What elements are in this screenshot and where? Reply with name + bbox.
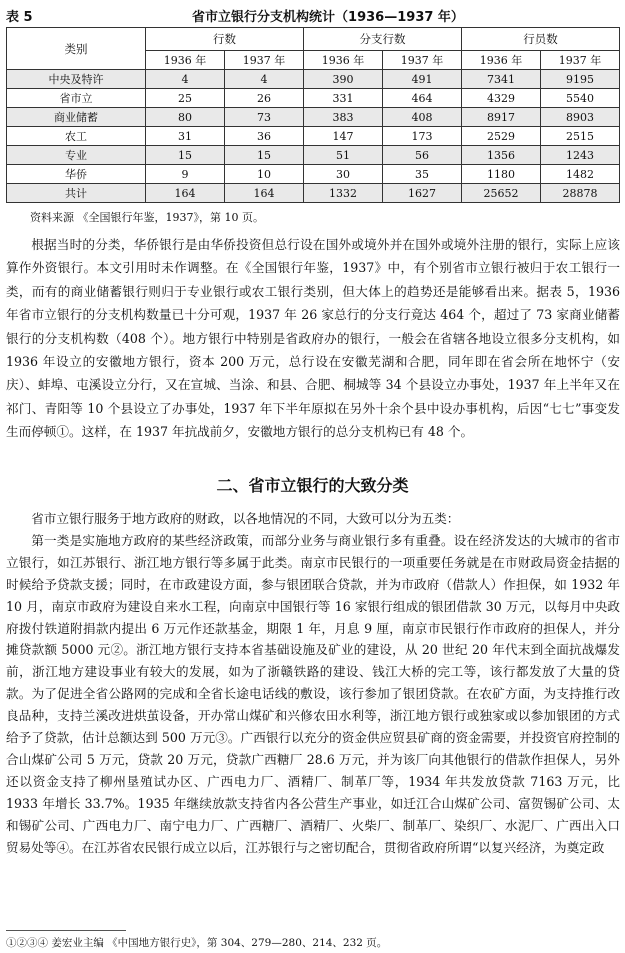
table-cell: 30 xyxy=(304,165,383,184)
table-cell: 15 xyxy=(146,146,225,165)
table-cell: 56 xyxy=(383,146,462,165)
table-cell: 491 xyxy=(383,70,462,89)
table-cell: 464 xyxy=(383,89,462,108)
footnote-divider xyxy=(6,930,126,931)
year-header: 1937 年 xyxy=(383,51,462,70)
table-cell: 31 xyxy=(146,127,225,146)
table-source-note: 资料来源 《全国银行年鉴，1937》，第 10 页。 xyxy=(30,211,264,224)
branch-stats-table xyxy=(6,27,620,203)
table-cell: 25 xyxy=(146,89,225,108)
table-cell: 26 xyxy=(225,89,304,108)
section-heading: 二、省市立银行的大致分类 xyxy=(216,476,409,495)
table-cell: 36 xyxy=(225,127,304,146)
table-cell: 2515 xyxy=(541,127,620,146)
table-cell: 147 xyxy=(304,127,383,146)
table-cell: 408 xyxy=(383,108,462,127)
table-cell: 390 xyxy=(304,70,383,89)
table-cell: 10 xyxy=(225,165,304,184)
group-header: 分支行数 xyxy=(304,28,462,51)
table-cell: 1180 xyxy=(462,165,541,184)
row-category: 专业 xyxy=(7,146,146,165)
table-cell: 331 xyxy=(304,89,383,108)
table-cell: 1482 xyxy=(541,165,620,184)
year-header: 1937 年 xyxy=(225,51,304,70)
table-cell: 51 xyxy=(304,146,383,165)
table-cell: 1332 xyxy=(304,184,383,203)
table-cell: 4329 xyxy=(462,89,541,108)
table-number: 表 5 xyxy=(6,10,33,25)
year-header: 1937 年 xyxy=(541,51,620,70)
table-cell: 7341 xyxy=(462,70,541,89)
paragraph: 第一类是实施地方政府的某些经济政策，而部分业务与商业银行多有重叠。设在经济发达的大城市的省市立银行，如江苏银行、浙江地方银行等多属于此类。南京市民银行的一项重要任务就是在市财政局资金拮据的时候给予贷款支援；同时，在市政建设方面，参与银团联合贷款，并为市政府（借款人）作担保，如 1932 年 10 月，南京市政府为建设自来水工程，向南京中国银行等 16 家银行组成的银团借款 30 万元，以每月中央政府拨付铁道附捐款内提出 6 万元作还款基金，期限 1 年，月息 9 厘，南京市民银行作市政府的担保人，并分摊贷款额 5000 元②。浙江地方银行支持本省基础设施及矿业的建设，从 20 世纪 20 年代末到全面抗战爆发前，浙江地方建设事业有较大的发展，如为了浙赣铁路的建设、钱江大桥的完工等，该行都发放了大量的贷款。为了促进全省公路网的完成和全省长途电话线的敷设，该行参加了银团贷款。在农矿方面，为支持推行改良品种，支持兰溪改进烘茧设备，开办常山煤矿和兴修农田水利等，浙江地方银行或独家或以参加银团的方式给予了贷款，估计总额达到 500 万元③。广西银行以充分的资金供应贸县矿商的资金需要，并投资官府控制的合山煤矿公司 5 万元，贷款 20 万元，贷款广西糖厂 28.6 万元，并为该厂向其他银行的借款作担保人，另外还以资金支持了柳州垦殖试办区、广西电力厂、酒精厂、制革厂等，1934 年共发放贷款 7163 万元，比 1933 年增长 33.7%。1935 年继续放款支持省内各公营生产事业，如迁江合山煤矿公司、富贺锡矿公司、太和锡矿公司、广西电力厂、南宁电力厂、广西糖厂、酒精厂、火柴厂、制革厂、染织厂、水泥厂、广西出入口贸易处等④。在江苏省农民银行成立以后，江苏银行与之密切配合，贯彻省政府所谓“以复兴经济，为奠定政 xyxy=(6,532,620,855)
row-category: 农工 xyxy=(7,127,146,146)
table-cell: 173 xyxy=(383,127,462,146)
row-category: 华侨 xyxy=(7,165,146,184)
category-header: 类别 xyxy=(7,28,146,70)
section-paragraphs xyxy=(6,508,620,859)
table-row xyxy=(7,108,620,127)
table-cell: 9195 xyxy=(541,70,620,89)
year-header: 1936 年 xyxy=(462,51,541,70)
table-cell: 8903 xyxy=(541,108,620,127)
table-cell: 1627 xyxy=(383,184,462,203)
table-title: 省市立银行分支机构统计（1936—1937 年） xyxy=(192,10,464,25)
table-cell: 28878 xyxy=(541,184,620,203)
row-category: 中央及特许 xyxy=(7,70,146,89)
table-cell: 4 xyxy=(225,70,304,89)
table-cell: 383 xyxy=(304,108,383,127)
body-paragraphs xyxy=(6,233,620,444)
footnote: ①②③④ 姜宏业主编 《中国地方银行史》，第 304、279—280、214、232 页。 xyxy=(6,937,388,949)
row-category: 共计 xyxy=(7,184,146,203)
table-row xyxy=(7,89,620,108)
year-header: 1936 年 xyxy=(146,51,225,70)
table-row xyxy=(7,146,620,165)
table-cell: 5540 xyxy=(541,89,620,108)
table-cell: 80 xyxy=(146,108,225,127)
table-cell: 1243 xyxy=(541,146,620,165)
group-header: 行员数 xyxy=(462,28,620,51)
paragraph: 省市立银行服务于地方政府的财政，以各地情况的不同，大致可以分为五类： xyxy=(31,511,460,526)
row-category: 省市立 xyxy=(7,89,146,108)
table-cell: 1356 xyxy=(462,146,541,165)
table-row xyxy=(7,70,620,89)
table-cell: 4 xyxy=(146,70,225,89)
table-cell: 73 xyxy=(225,108,304,127)
table-row xyxy=(7,127,620,146)
table-cell: 15 xyxy=(225,146,304,165)
table-cell: 9 xyxy=(146,165,225,184)
table-cell: 35 xyxy=(383,165,462,184)
table-cell: 2529 xyxy=(462,127,541,146)
paragraph: 根据当时的分类，华侨银行是由华侨投资但总行设在国外或境外并在国外或境外注册的银行，实际上应该算作外资银行。本文引用时未作调整。在《全国银行年鉴，1937》中，有个别省市立银行被归于农工银行一类，而有的商业储蓄银行则归于专业银行或农工银行类别，但大体上的趋势还是能够看出来。据表 5，1936 年省市立银行的分支机构数量已十分可观，1937 年 26 家总行的分支行竟达 464 个，超过了 73 家商业储蓄银行的分支机构数（408 个）。地方银行中特别是省政府办的银行，一般会在省辖各地设立很多分支机构，如 1936 年设立的安徽地方银行，资本 200 万元，总行设在安徽芜湖和合肥，同年即在省会所在地怀宁（安庆）、蚌埠、屯溪设立分行，又在宣城、当涂、和县、合肥、桐城等 34 个县设立办事处，1937 年上半年又在祁门、青阳等 10 个县设立了办事处，1937 年下半年原拟在另外十余个县中设办事机构，后因“七七”事变发生而停顿①。这样，在 1937 年抗战前夕，安徽地方银行的总分支机构已有 48 个。 xyxy=(6,237,620,440)
table-row xyxy=(7,184,620,203)
table-row xyxy=(7,165,620,184)
table-cell: 8917 xyxy=(462,108,541,127)
group-header: 行数 xyxy=(146,28,304,51)
row-category: 商业储蓄 xyxy=(7,108,146,127)
table-cell: 164 xyxy=(225,184,304,203)
year-header: 1936 年 xyxy=(304,51,383,70)
table-cell: 25652 xyxy=(462,184,541,203)
table-cell: 164 xyxy=(146,184,225,203)
table-caption xyxy=(6,4,620,26)
